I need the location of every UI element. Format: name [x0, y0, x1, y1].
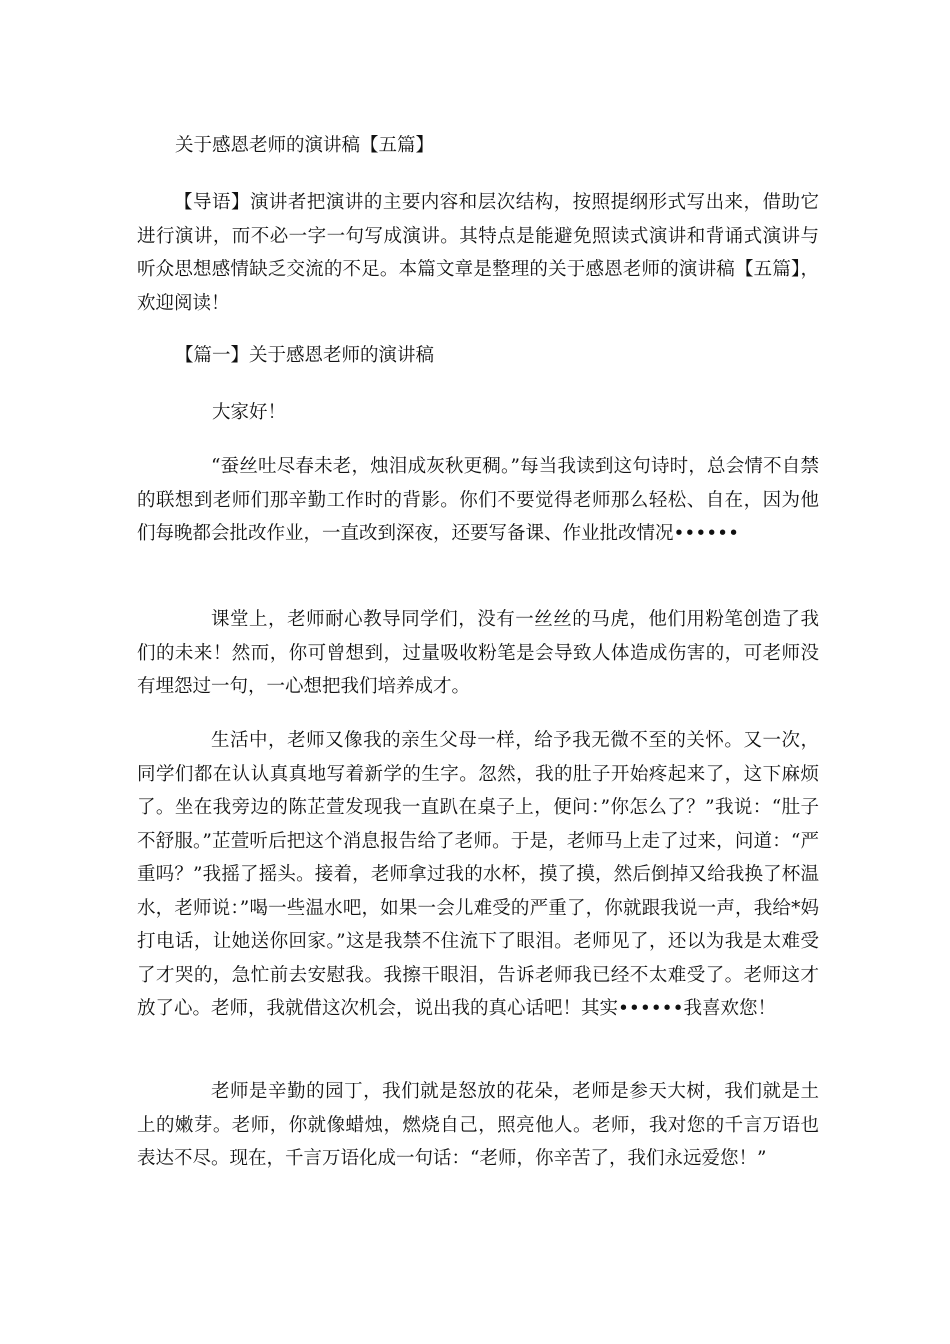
body-paragraph-2: 课堂上，老师耐心教导同学们，没有一丝丝的马虎，他们用粉笔创造了我们的未来！然而，你可曾想到，过量吸收粉笔是会导致人体造成伤害的，可老师没有埋怨过一句，一心想把我们培养成才。 [137, 609, 819, 697]
intro-paragraph: 【导语】演讲者把演讲的主要内容和层次结构，按照提纲形式写出来，借助它进行演讲，而不必一字一句写成演讲。其特点是能避免照读式演讲和背诵式演讲与听众思想感情缺乏交流的不足。本篇文章是整理的关于感恩老师的演讲稿【五篇】，欢迎阅读！ [137, 192, 819, 314]
body-paragraph-4: 老师是辛勤的园丁，我们就是怒放的花朵，老师是参天大树，我们就是土上的嫩芽。老师，你就像蜡烛，燃烧自己，照亮他人。老师，我对您的千言万语也表达不尽。现在，千言万语化成一句话：“老师，你辛苦了，我们永远爱您！” [137, 1081, 819, 1169]
document-title: 关于感恩老师的演讲稿【五篇】 [175, 135, 435, 156]
section-heading: 【篇一】关于感恩老师的演讲稿 [175, 345, 435, 366]
body-paragraph-3: 生活中，老师又像我的亲生父母一样，给予我无微不至的关怀。又一次，同学们都在认认真真地写着新学的生字。忽然，我的肚子开始疼起来了，这下麻烦了。坐在我旁边的陈芷萱发现我一直趴在桌子上，便问：”你怎么了？”我说：“肚子不舒服。”芷萱听后把这个消息报告给了老师。于是，老师马上走了过来，问道：“严重吗？”我摇了摇头。接着，老师拿过我的水杯，摸了摸，然后倒掉又给我换了杯温水，老师说：”喝一些温水吧，如果一会儿难受的严重了，你就跟我说一声，我给*妈打电话，让她送你回家。”这是我禁不住流下了眼泪。老师见了，还以为我是太难受了才哭的，急忙前去安慰我。我擦干眼泪，告诉老师我已经不太难受了。老师这才放了心。老师，我就借这次机会，说出我的真心话吧！其实••••••我喜欢您！ [137, 730, 819, 1019]
body-paragraph-1: “蚕丝吐尽春未老，烛泪成灰秋更稠。”每当我读到这句诗时，总会情不自禁的联想到老师们那辛勤工作时的背影。你们不要觉得老师那么轻松、自在，因为他们每晚都会批改作业，一直改到深夜，还要写备课、作业批改情况•••••• [137, 456, 819, 544]
greeting: 大家好！ [212, 402, 287, 423]
